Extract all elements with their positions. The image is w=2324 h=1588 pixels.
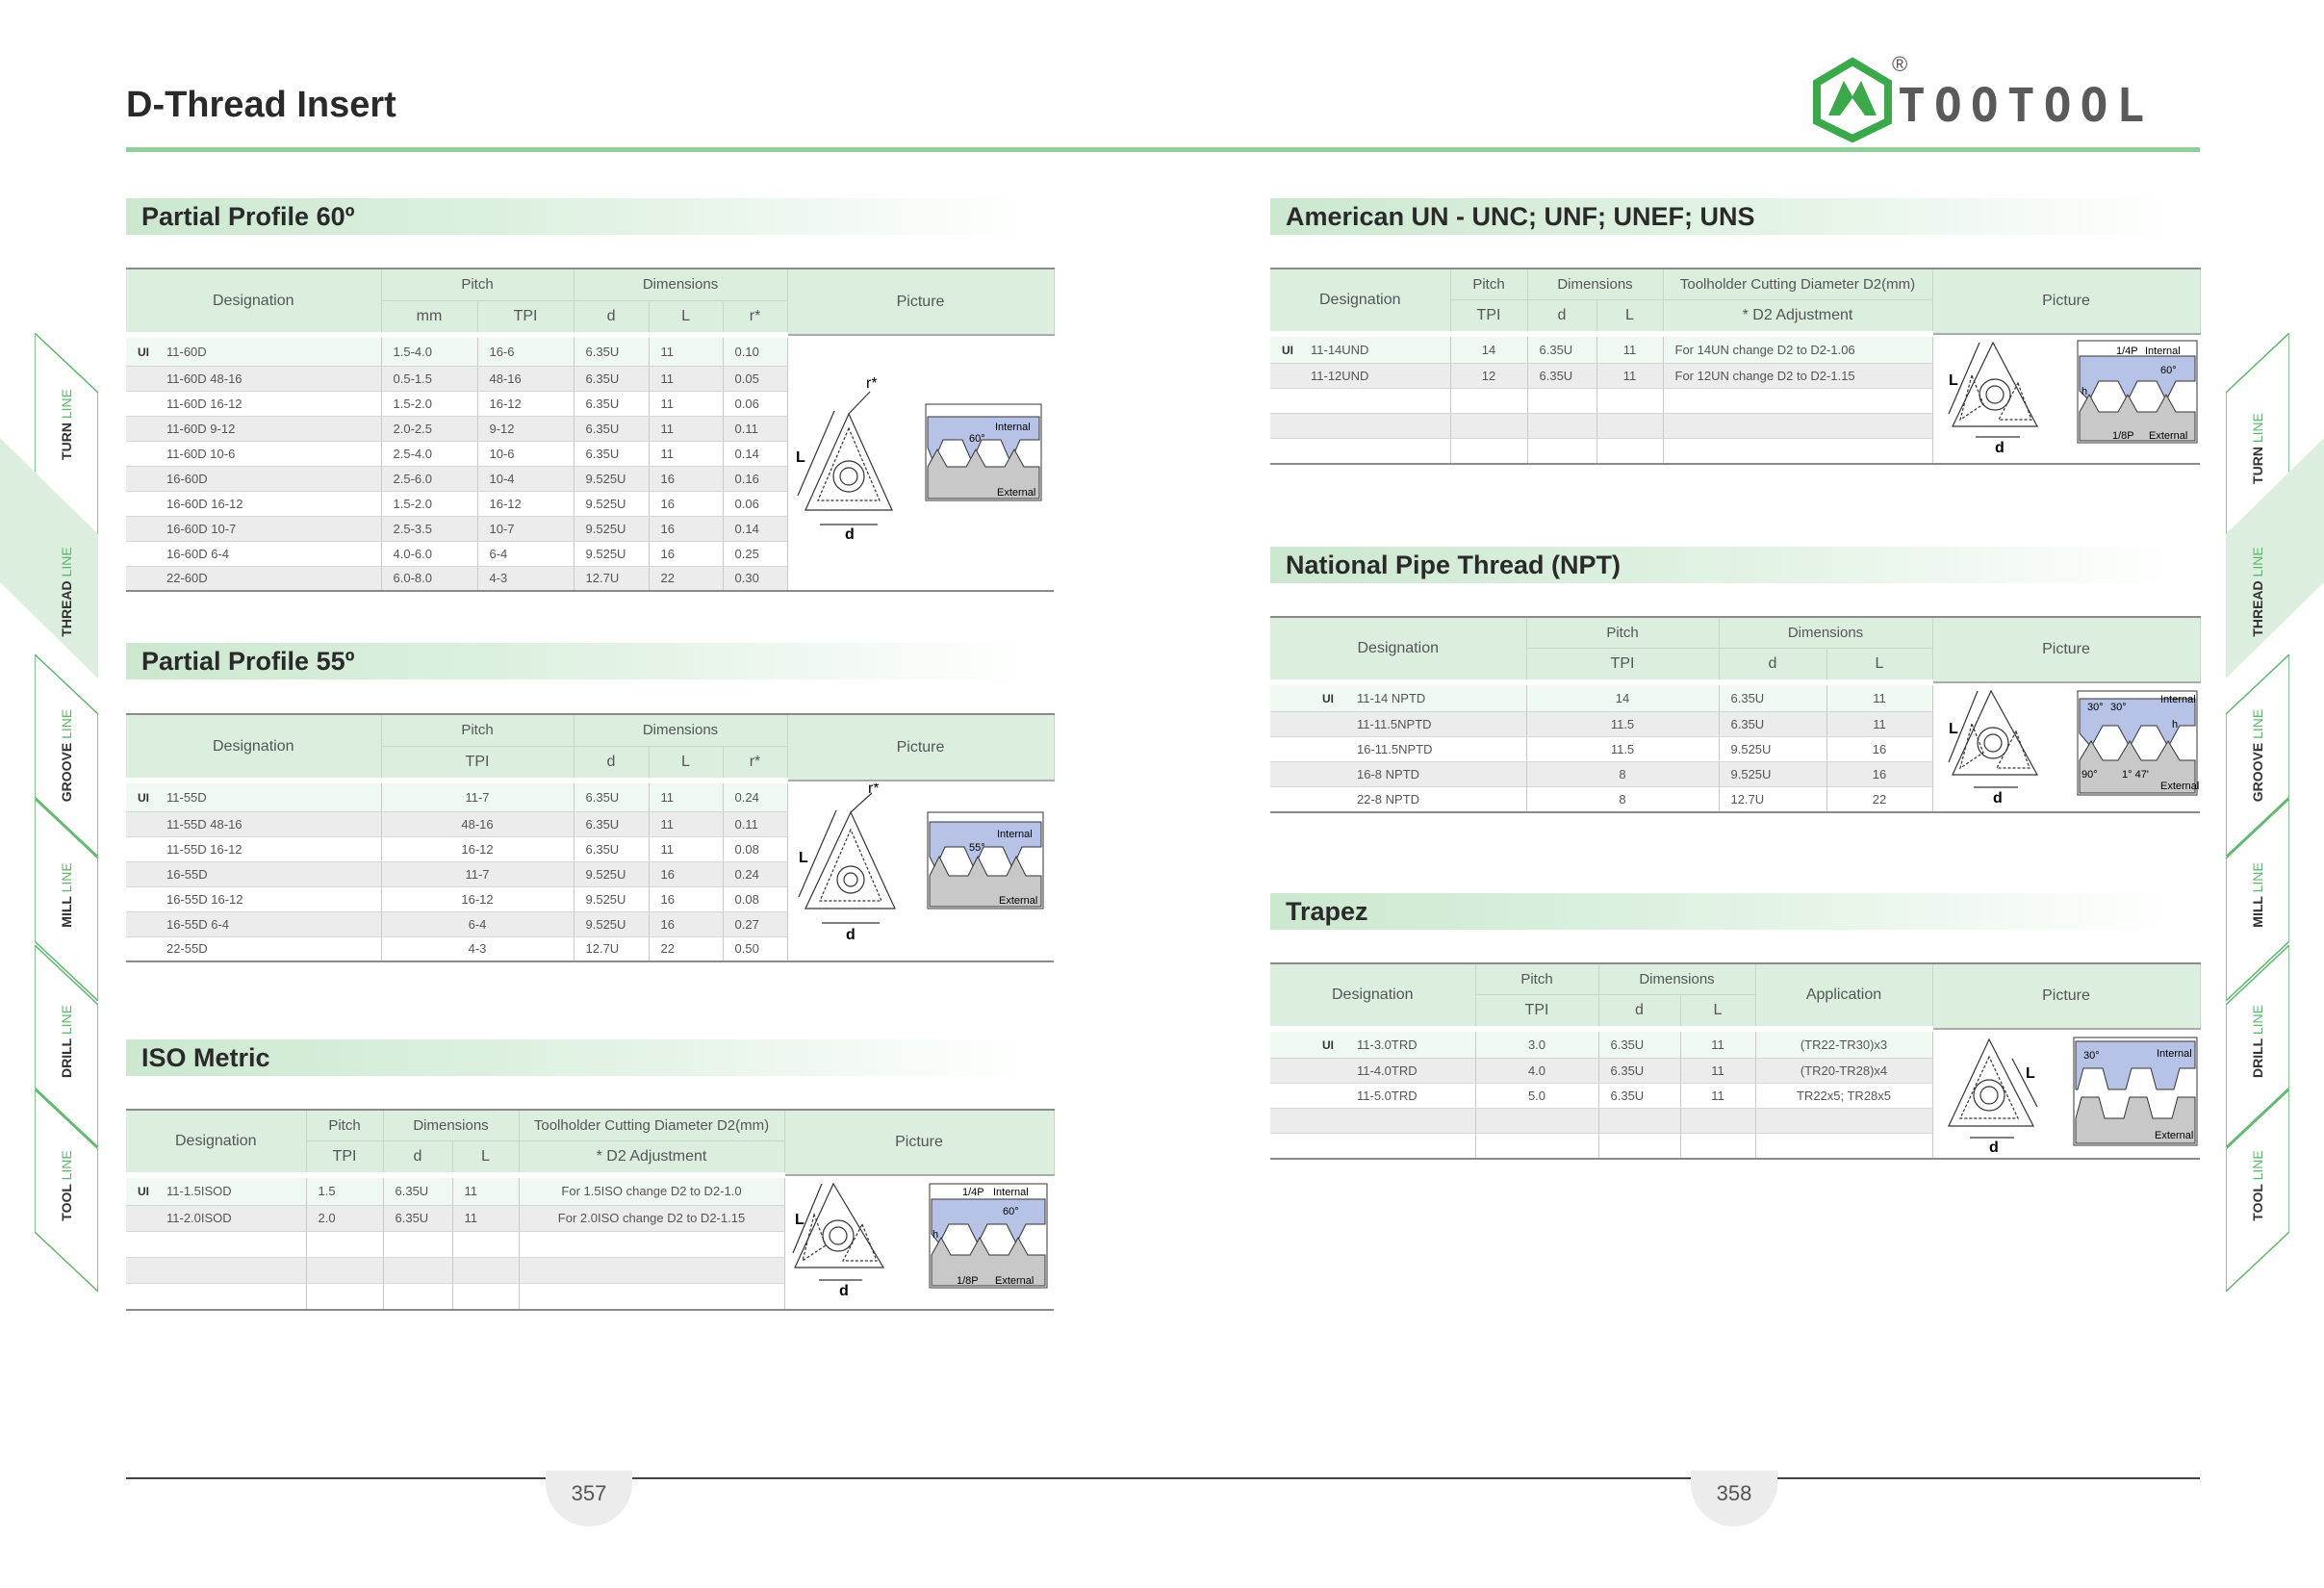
table-row: 16-8 NPTD 8 9.525U 16 [1270, 762, 2200, 787]
table-row: 11-55D 16-12 16-12 6.35U 11 0.08 [126, 836, 1054, 861]
svg-text:L: L [798, 849, 808, 866]
table-iso-metric [126, 1109, 1055, 1311]
col-header-designation: Designation [1270, 963, 1475, 1029]
table-row: 16-60D 16-12 1.5-2.0 16-12 9.525U 16 0.06 [126, 491, 1054, 516]
svg-text:30°: 30° [2086, 702, 2104, 713]
table-row: 16-55D 6-4 6-4 9.525U 16 0.27 [126, 911, 1054, 936]
svg-text:1/4P: 1/4P [2115, 346, 2138, 357]
col-header-designation: Designation [126, 1110, 306, 1175]
ui-label: UI [1322, 1037, 1334, 1052]
col-header-pitch: Pitch [1450, 269, 1527, 299]
col-header-d: d [383, 1140, 452, 1175]
col-header-tpi: TPI [306, 1140, 383, 1175]
picture-cell [1932, 334, 2200, 464]
col-header-picture: Picture [1932, 617, 2200, 682]
svg-text:Internal: Internal [2159, 694, 2196, 705]
col-header-picture: Picture [787, 269, 1054, 335]
svg-text:External: External [2159, 781, 2199, 792]
tab-label: TURN [59, 423, 74, 460]
table-row: 22-8 NPTD 8 12.7U 22 [1270, 787, 2200, 812]
table-row: 22-55D 4-3 12.7U 22 0.50 [126, 936, 1054, 961]
svg-text:60°: 60° [968, 432, 985, 445]
svg-text:Internal: Internal [2156, 1048, 2192, 1060]
svg-text:d: d [845, 926, 856, 943]
section-title-npt: National Pipe Thread (NPT) [1270, 547, 2175, 583]
table-npt [1270, 616, 2201, 813]
col-header-tpi: TPI [381, 746, 574, 781]
side-tab-thread-left[interactable]: THREAD LINE [0, 438, 98, 679]
brand-logo [1809, 52, 2204, 142]
ui-label: UI [1322, 691, 1334, 705]
side-tab-turn-right[interactable]: TURN LINE [2226, 333, 2289, 475]
svg-text:55°: 55° [968, 841, 985, 854]
table-row: UI 11-3.0TRD 3.0 6.35U 11 (TR22-TR30)x3 L d 30° Internal External [1270, 1029, 2200, 1058]
col-header-l: L [452, 1140, 519, 1175]
col-header-dimensions: Dimensions [1719, 617, 1932, 648]
svg-text:Internal: Internal [994, 421, 1031, 433]
table-row: 16-60D 6-4 4.0-6.0 6-4 9.525U 16 0.25 [126, 541, 1054, 566]
ui-label: UI [138, 345, 149, 359]
col-header-d: d [1527, 299, 1596, 334]
table-row: 11-11.5NPTD 11.5 6.35U 11 [1270, 711, 2200, 736]
page-title: D-Thread Insert [126, 85, 396, 125]
svg-text:30°: 30° [2109, 702, 2127, 713]
insert-american-un-diagram [1933, 335, 2201, 460]
table-row: UI 11-55D 11-7 6.35U 11 0.24 r* L d Internal 55° External [126, 781, 1054, 811]
side-tab-tool-right[interactable]: TOOL LINE [2226, 1089, 2289, 1232]
section-title-partial-60: Partial Profile 60º [126, 198, 1031, 235]
svg-text:External: External [2154, 1130, 2193, 1141]
svg-text:d: d [1992, 790, 2003, 807]
col-header-r: r* [723, 300, 787, 335]
col-header-l: L [1680, 994, 1755, 1029]
col-header-dimensions: Dimensions [383, 1110, 519, 1140]
picture-cell [784, 1175, 1054, 1310]
col-header-tpi: TPI [477, 300, 574, 335]
footer-divider [126, 1477, 2200, 1479]
table-row: 16-60D 2.5-6.0 10-4 9.525U 16 0.16 [126, 466, 1054, 491]
section-title-partial-55: Partial Profile 55º [126, 643, 1031, 679]
svg-text:L: L [2025, 1065, 2035, 1082]
col-header-tpi: TPI [1526, 648, 1719, 682]
svg-text:60°: 60° [1002, 1206, 1019, 1217]
svg-text:d: d [1994, 440, 2005, 456]
svg-text:1/4P: 1/4P [961, 1187, 984, 1198]
col-header-tpi: TPI [1475, 994, 1598, 1029]
col-header-dimensions: Dimensions [574, 714, 787, 746]
table-row: UI 11-60D 1.5-4.0 16-6 6.35U 11 0.10 r* L d Internal 60° External [126, 335, 1054, 366]
section-title-trapez: Trapez [1270, 893, 2175, 930]
svg-text:External: External [998, 894, 1038, 907]
table-row: 11-60D 9-12 2.0-2.5 9-12 6.35U 11 0.11 [126, 416, 1054, 441]
side-tab-thread-right[interactable]: THREAD LINE [2226, 438, 2324, 679]
col-header-l: L [1596, 299, 1663, 334]
side-tab-tool-left[interactable]: TOOL LINE [35, 1089, 98, 1232]
col-header-application: Application [1755, 963, 1932, 1029]
table-row: 11-60D 10-6 2.5-4.0 10-6 6.35U 11 0.14 [126, 441, 1054, 466]
svg-text:60°: 60° [2159, 365, 2177, 376]
col-header-d: d [574, 746, 649, 781]
col-header-adjustment: * D2 Adjustment [1663, 299, 1932, 334]
svg-text:h: h [2081, 386, 2087, 397]
col-header-picture: Picture [1932, 269, 2200, 334]
svg-text:h: h [932, 1229, 938, 1241]
table-row: 11-55D 48-16 48-16 6.35U 11 0.11 [126, 811, 1054, 836]
col-header-pitch: Pitch [306, 1110, 383, 1140]
col-header-pitch: Pitch [381, 269, 574, 300]
col-header-toolholder: Toolholder Cutting Diameter D2(mm) [1663, 269, 1932, 299]
table-row: 11-5.0TRD 5.0 6.35U 11 TR22x5; TR28x5 [1270, 1083, 2200, 1108]
insert-npt-diagram [1933, 683, 2201, 808]
col-header-picture: Picture [784, 1110, 1054, 1175]
table-row: 16-55D 16-12 16-12 9.525U 16 0.08 [126, 886, 1054, 911]
picture-cell [787, 781, 1054, 961]
col-header-l: L [649, 300, 723, 335]
col-header-picture: Picture [787, 714, 1054, 781]
col-header-d: d [1598, 994, 1680, 1029]
table-trapez [1270, 962, 2201, 1160]
table-row: UI 11-1.5ISOD 1.5 6.35U 11 For 1.5ISO change D2 to D2-1.0 L d 1/4P Internal 60° h 1/8P External [126, 1175, 1054, 1205]
svg-text:External: External [994, 1275, 1034, 1287]
svg-text:d: d [844, 525, 855, 543]
picture-cell [1932, 682, 2200, 812]
svg-text:90°: 90° [2081, 769, 2098, 781]
col-header-l: L [649, 746, 723, 781]
side-tab-mill-left[interactable]: MILL LINE [35, 799, 98, 941]
col-header-pitch: Pitch [1475, 963, 1598, 994]
page-number-right: 358 [1691, 1471, 1777, 1526]
table-row: 16-11.5NPTD 11.5 9.525U 16 [1270, 736, 2200, 761]
insert-thread-55-diagram [791, 783, 1051, 957]
col-header-mm: mm [381, 300, 477, 335]
col-header-dimensions: Dimensions [1598, 963, 1755, 994]
svg-text:r*: r* [867, 782, 880, 797]
table-row: 16-60D 10-7 2.5-3.5 10-7 9.525U 16 0.14 [126, 516, 1054, 541]
svg-text:Internal: Internal [2144, 346, 2181, 357]
table-row: 11-12UND 12 6.35U 11 For 12UN change D2 to D2-1.15 [1270, 363, 2200, 388]
col-header-dimensions: Dimensions [1527, 269, 1663, 299]
picture-cell [787, 335, 1054, 591]
side-tab-drill-right[interactable]: DRILL LINE [2226, 945, 2289, 1088]
svg-text:1/8P: 1/8P [2111, 430, 2134, 442]
picture-cell [1932, 1029, 2200, 1159]
table-row: 11-2.0ISOD 2.0 6.35U 11 For 2.0ISO change D2 to D2-1.15 [126, 1205, 1054, 1231]
ui-label: UI [1282, 343, 1293, 357]
ui-label: UI [138, 790, 149, 805]
side-tab-groove-left[interactable]: GROOVE LINE [35, 654, 98, 797]
svg-text:1° 47': 1° 47' [2121, 769, 2149, 781]
table-partial-60 [126, 268, 1055, 592]
svg-text:L: L [1948, 372, 1958, 389]
svg-text:External: External [2148, 430, 2187, 442]
insert-iso-metric-diagram [785, 1176, 1055, 1306]
col-header-designation: Designation [1270, 269, 1450, 334]
table-row: UI 11-14UND 14 6.35U 11 For 14UN change D2 to D2-1.06 L d 1/4P Internal 60° h 1/8P External [1270, 334, 2200, 363]
table-partial-55 [126, 713, 1055, 962]
table-american-un [1270, 268, 2201, 465]
col-header-pitch: Pitch [1526, 617, 1719, 648]
header-divider [126, 147, 2200, 152]
col-header-tpi: TPI [1450, 299, 1527, 334]
col-header-designation: Designation [126, 714, 381, 781]
insert-trapez-diagram [1933, 1030, 2201, 1155]
svg-text:1/8P: 1/8P [956, 1275, 979, 1287]
table-row: 11-60D 16-12 1.5-2.0 16-12 6.35U 11 0.06 [126, 391, 1054, 416]
table-row: 16-55D 11-7 9.525U 16 0.24 [126, 861, 1054, 886]
col-header-l: L [1826, 648, 1932, 682]
side-tab-mill-right[interactable]: MILL LINE [2226, 799, 2289, 941]
svg-text:h: h [2171, 719, 2178, 730]
col-header-designation: Designation [1270, 617, 1526, 682]
col-header-adjustment: * D2 Adjustment [519, 1140, 784, 1175]
svg-text:r*: r* [865, 374, 878, 392]
col-header-d: d [574, 300, 649, 335]
svg-text:L: L [1948, 721, 1958, 737]
svg-text:Internal: Internal [992, 1187, 1029, 1198]
svg-text:L: L [794, 1212, 804, 1228]
col-header-picture: Picture [1932, 963, 2200, 1029]
side-tab-drill-left[interactable]: DRILL LINE [35, 945, 98, 1088]
svg-text:External: External [996, 486, 1036, 499]
ui-label: UI [138, 1185, 149, 1199]
col-header-d: d [1719, 648, 1826, 682]
section-title-american-un: American UN - UNC; UNF; UNEF; UNS [1270, 198, 2175, 235]
svg-text:d: d [838, 1283, 849, 1299]
registered-mark: ® [1892, 52, 1908, 76]
table-row: 22-60D 6.0-8.0 4-3 12.7U 22 0.30 [126, 566, 1054, 591]
side-tab-groove-right[interactable]: GROOVE LINE [2226, 654, 2289, 797]
svg-text:Internal: Internal [996, 828, 1033, 840]
table-row: 11-4.0TRD 4.0 6.35U 11 (TR20-TR28)x4 [1270, 1058, 2200, 1083]
col-header-r: r* [723, 746, 787, 781]
col-header-pitch: Pitch [381, 714, 574, 746]
svg-text:L: L [795, 448, 805, 466]
section-title-iso-metric: ISO Metric [126, 1039, 1031, 1076]
col-header-designation: Designation [126, 269, 381, 335]
table-row: UI 11-14 NPTD 14 6.35U 11 L d 30° 30° Internal h 90° 1° 47' External [1270, 682, 2200, 711]
tootool-logo-icon [1809, 56, 1896, 142]
table-row: 11-60D 48-16 0.5-1.5 48-16 6.35U 11 0.05 [126, 366, 1054, 391]
page-number-left: 357 [546, 1471, 632, 1526]
col-header-toolholder: Toolholder Cutting Diameter D2(mm) [519, 1110, 784, 1140]
svg-text:d: d [1988, 1140, 1999, 1155]
svg-text:30°: 30° [2082, 1050, 2100, 1062]
brand-name: TOOTOOL [1898, 79, 2154, 133]
insert-thread-60-diagram [791, 342, 1051, 582]
col-header-dimensions: Dimensions [574, 269, 787, 300]
side-tab-turn-left[interactable]: TURN LINE [35, 333, 98, 475]
